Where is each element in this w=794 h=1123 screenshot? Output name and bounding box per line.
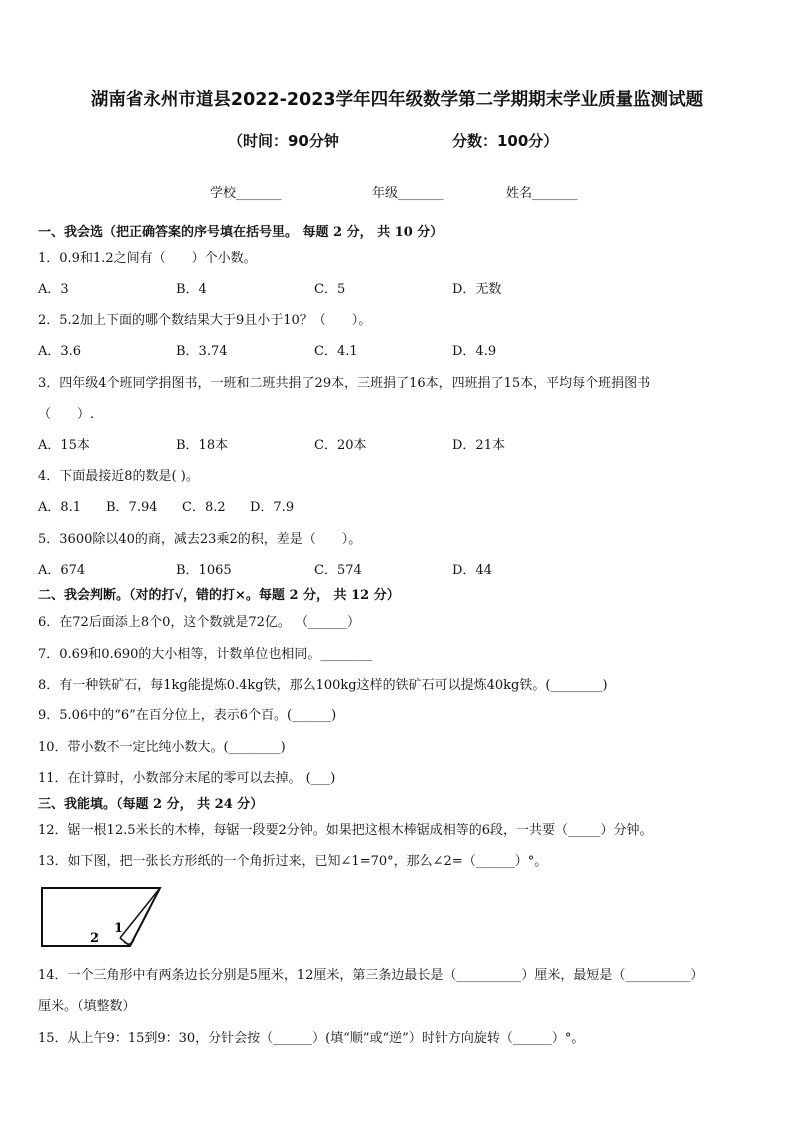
q2-option-d: D．4.9 xyxy=(452,344,497,359)
question-12: 12．锯一根12.5米长的木棒，每锯一段要2分钟。如果把这根木棒锯成相等的6段，一共要（_____）分钟。 xyxy=(38,823,653,838)
q3-option-d: D．21本 xyxy=(452,438,505,453)
page-title: 湖南省永州市道县2022-2023学年四年级数学第二学期期末学业质量监测试题 xyxy=(90,90,704,110)
q4-option-d: D．7.9 xyxy=(250,500,295,515)
angle-label-1: 1 xyxy=(114,921,124,936)
q4-option-c: C．8.2 xyxy=(182,500,226,515)
angle-label-2: 2 xyxy=(90,931,100,946)
question-13: 13．如下图，把一张长方形纸的一个角折过来，已知∠1=70°，那么∠2=（______）°。 xyxy=(38,854,548,869)
q2-option-a: A．3.6 xyxy=(38,344,82,359)
q3-option-a: A．15本 xyxy=(38,438,90,453)
name-field[interactable]: 姓名_______ xyxy=(506,186,578,201)
question-9: 9．5.06中的“6”在百分位上，表示6个百。(______) xyxy=(38,708,337,723)
folded-rectangle-figure xyxy=(38,884,168,950)
question-15: 15．从上午9：15到9：30，分针会按（______）(填“顺”或“逆”）时针方向旋转（______）°。 xyxy=(38,1031,585,1046)
question-3: 3．四年级4个班同学捐图书，一班和二班共捐了29本，三班捐了16本，四班捐了15本，平均每个班捐图书 xyxy=(38,376,651,391)
q1-option-c: C．5 xyxy=(314,282,346,297)
q1-option-a: A．3 xyxy=(38,282,69,297)
question-11: 11．在计算时，小数部分末尾的零可以去掉。 (___) xyxy=(38,771,336,786)
q3-option-c: C．20本 xyxy=(314,438,367,453)
q3-option-b: B．18本 xyxy=(176,438,229,453)
q2-option-b: B．3.74 xyxy=(176,344,228,359)
q1-option-d: D．无数 xyxy=(452,282,502,297)
question-5: 5．3600除以40的商，减去23乘2的积，差是（ ）。 xyxy=(38,532,362,547)
q2-option-c: C．4.1 xyxy=(314,344,358,359)
question-1: 1．0.9和1.2之间有（ ）个小数。 xyxy=(38,251,257,266)
question-7: 7．0.69和0.690的大小相等，计数单位也相同。________ xyxy=(38,647,373,662)
question-14: 14．一个三角形中有两条边长分别是5厘米，12厘米，第三条边最长是（__________）厘米，最短是（__________） xyxy=(38,968,704,983)
question-2: 2．5.2加上下面的哪个数结果大于9且小于10？（ ）。 xyxy=(38,313,372,328)
question-4: 4．下面最接近8的数是( )。 xyxy=(38,469,199,484)
q5-option-c: C．574 xyxy=(314,563,362,578)
question-14-continued: 厘米。（填整数） xyxy=(38,999,136,1014)
question-6: 6．在72后面添上8个0，这个数就是72亿。 （______） xyxy=(38,615,361,630)
question-3-blank: （ ）. xyxy=(38,407,95,422)
section-1-heading: 一、我会选（把正确答案的序号填在括号里。 每题 2 分， 共 10 分） xyxy=(38,225,444,240)
school-field[interactable]: 学校_______ xyxy=(210,186,282,201)
grade-field[interactable]: 年级_______ xyxy=(372,186,444,201)
section-2-heading: 二、我会判断。（对的打√，错的打×。每题 2 分， 共 12 分） xyxy=(38,588,400,603)
q5-option-b: B．1065 xyxy=(176,563,232,578)
question-8: 8．有一种铁矿石，每1kg能提炼0.4kg铁，那么100kg这样的铁矿石可以提炼40kg铁。(________) xyxy=(38,678,608,693)
q1-option-b: B．4 xyxy=(176,282,207,297)
q4-option-a: A．8.1 xyxy=(38,500,82,515)
exam-time: （时间：90分钟 xyxy=(228,132,339,150)
q5-option-a: A．674 xyxy=(38,563,86,578)
exam-score: 分数：100分） xyxy=(452,132,559,150)
question-10: 10．带小数不一定比纯小数大。(________) xyxy=(38,740,286,755)
q5-option-d: D．44 xyxy=(452,563,492,578)
q4-option-b: B．7.94 xyxy=(106,500,158,515)
section-3-heading: 三、我能填。（每题 2 分， 共 24 分） xyxy=(38,797,264,812)
